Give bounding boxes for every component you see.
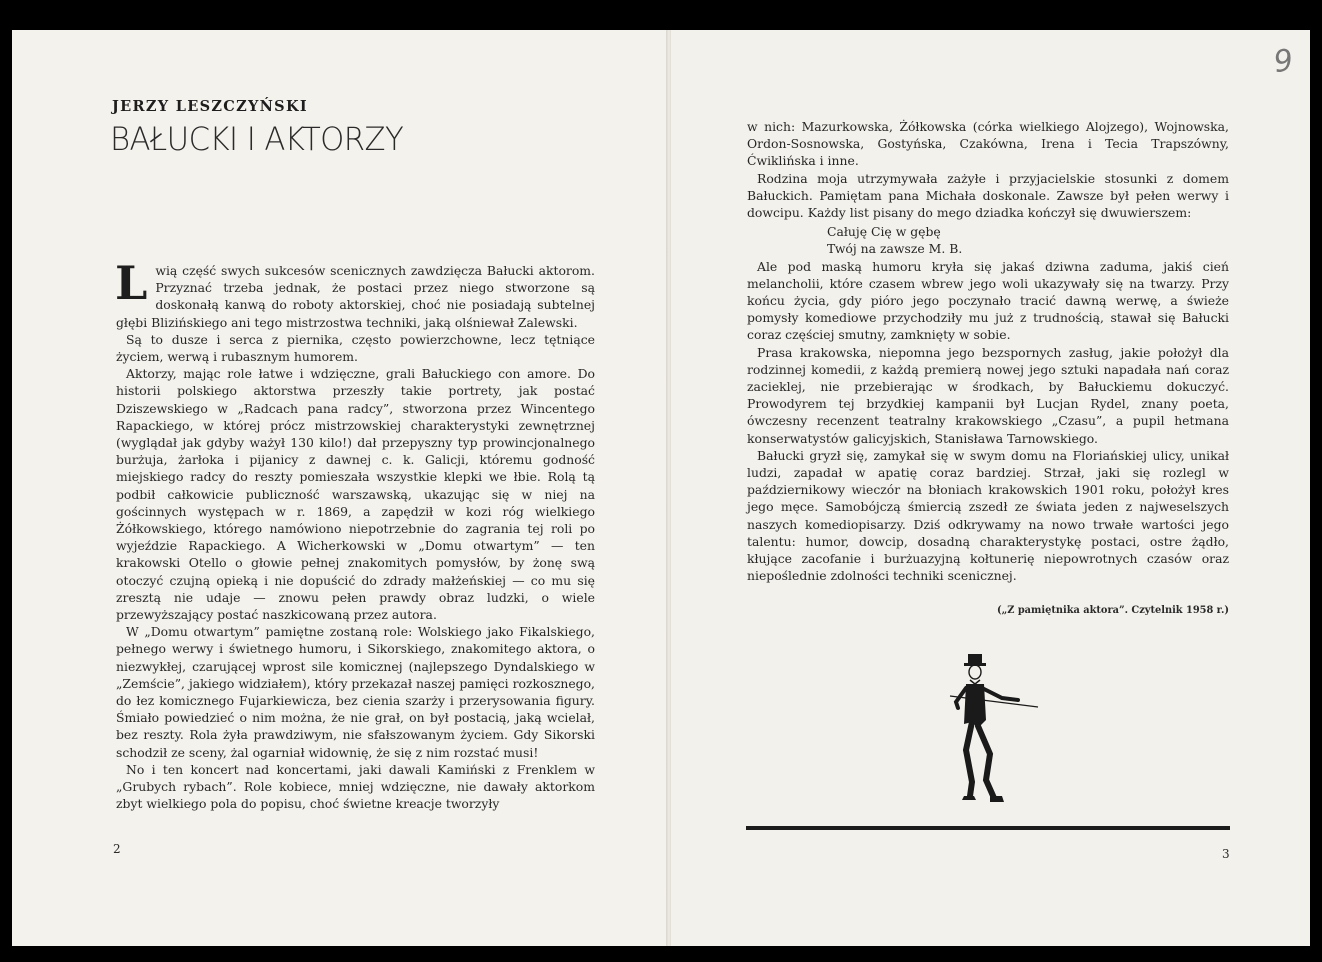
paragraph: No i ten koncert nad koncertami, jaki dawali Kamiński z Frenklem w „Grubych rybach”. Role kobiece, mniej wdzięczne, nie dawały aktorkom zbyt wielkiego pola do popisu, choć świetne kreacje tworzyły: [116, 761, 595, 812]
poem-couplet: [827, 223, 1229, 257]
paragraph: Rodzina moja utrzymywała zażyłe i przyjacielskie stosunki z domem Bałuckich. Pamiętam pana Michała doskonale. Zawsze był pełen werwy i dowcipu. Każdy list pisany do mego dziadka kończył się dwuwierszem:: [747, 170, 1229, 221]
paragraph: W „Domu otwartym” pamiętne zostaną role: Wolskiego jako Fikalskiego, pełnego werwy i świetnego humoru, i Sikorskiego, znakomitego aktora, o niezwykłej, czarującej wprost sile komicznej (najlepszego Dyndalskiego w „Zemście”, jakiego widziałem), który przekazał naszej pamięci rozkosznego, do łez komicznego Fujarkiewicza, bez cienia szarży i przerysowania figury. Śmiało powiedzieć o nim można, że nie grał, on był postacią, jaką wcielał, bez reszty. Rola żyła prawdziwym, nie sfałszowanym życiem. Gdy Sikorski schodził ze sceny, żal ogarniał widownię, że się z nim rozstać musi!: [116, 624, 595, 760]
poem-line: Całuję Cię w gębę: [827, 224, 941, 240]
handwritten-page-number: 9: [1271, 42, 1296, 81]
paragraph: Prasa krakowska, niepomna jego bezspornych zasług, jakie położył dla rodzinnej komedii, z każdą premierą nowej jego sztuki napadała nań coraz zacieklej, nie przebierając w środkach, by Bałuckiemu dokuczyć. Prowodyrem tej brzydkiej kampanii był Lucjan Rydel, znany poeta, ówczesny recenzent teatralny krakowskiego „Czasu”, a pupil hetmana konserwatystów galicyjskich, Stanisława Tarnowskiego.: [747, 344, 1229, 446]
page-number-left: 2: [113, 842, 121, 856]
page-number-right: 3: [1222, 847, 1230, 861]
right-text-column: [747, 118, 1229, 584]
author-name: JERZY LESZCZYŃSKI: [112, 98, 308, 115]
left-text-column: [115, 256, 595, 813]
poem-line: Twój na zawsze M. B.: [827, 241, 963, 257]
source-citation: („Z pamiętnika aktora”. Czytelnik 1958 r.): [997, 605, 1229, 616]
paragraph: Aktorzy, mając role łatwe i wdzięczne, grali Bałuckiego con amore. Do historii polskiego aktorstwa przeszły takie portrety, jak postać Dziszewskiego w „Radcach pana radcy”, stworzona przez Wincentego Rapackiego, w której prócz mistrzowskiej charakterystyki zewnętrznej (wyglądał jak gdyby ważył 130 kilo!) dał przepyszny typ prowincjonalnego burżuja, żarłoka i pijanicy z dawnej c. k. Galicji, któremu godność miejskiego radcy do reszty pomieszała wszystkie klepki we łbie. Rolą tą podbił całkowicie publiczność warszawską, ukazując się w niej na gościnnych występach w r. 1869, a zapędził w kozi róg wielkiego Żółkowskiego, którego namówiono niepotrzebnie do zagrania tej roli po wyjeździe Rapackiego. A Wicherkowski w „Domu otwartym” — ten krakowski Otello o głowie pełnej znakomitych pomysłów, by żonę swą otoczyć czujną opieką i nie dopuścić do zdrady małżeńskiej — co mu się zresztą nie udaje — znowu pełen prawdy obraz ludzki, o wiele przewyższający postać naszkicowaną przez autora.: [116, 366, 595, 623]
paragraph: Bałucki gryzł się, zamykał się w swym domu na Floriańskiej ulicy, unikał ludzi, zapadał w apatię coraz bardziej. Strzał, jaki się rozlegl w październikowy wieczór na błoniach krakowskich 1901 roku, położył kres jego męce. Samobójczą śmiercią zszedł ze świata jeden z najweselszych naszych komediopisarzy. Dziś odkrywamy na nowo trwałe wartości jego talentu: humor, dowcip, dosadną charakterystykę postaci, ostre żądło, kłujące zacofanie i burżuazyjną kołtunerię niepowrotnych czasów oraz niepoślednie zdolności techniki scenicznej.: [747, 447, 1229, 584]
paragraph: w nich: Mazurkowska, Żółkowska (córka wielkiego Alojzego), Wojnowska, Ordon-Sosnowska, Gostyńska, Czakówna, Irena i Tecia Trapszówny, Ćwiklińska i inne.: [747, 119, 1229, 169]
paragraph: Ale pod maską humoru kryła się jakaś dziwna zaduma, jakiś cień melancholii, które czasem wbrew jego woli ukazywały się na twarzy. Przy końcu życia, gdy pióro jego poczynało tracić dawną werwę, a świeże pomysły komediowe przychodziły mu już z trudnością, stawał się Bałucki coraz częściej smutny, zamknięty w sobie.: [747, 258, 1229, 343]
paragraph: Są to dusze i serca z piernika, często powierzchowne, lecz tętniące życiem, werwą i rubasznym humorem.: [116, 331, 595, 365]
paragraph: Lwią część swych sukcesów scenicznych zawdzięcza Bałucki aktorom. Przyznać trzeba jednak, że postaci przez niego stworzone są doskonałą kanwą do roboty aktorskiej, choć nie posiadają subtelnej głębi Blizińskiego ani tego mistrzostwa techniki, jaką olśniewał Zalewski.: [115, 256, 595, 330]
horizontal-rule: [746, 826, 1230, 830]
drop-cap: L: [115, 256, 148, 310]
dancer-illustration: [920, 650, 1040, 810]
article-title: BAŁUCKI I AKTORZY: [110, 120, 404, 158]
